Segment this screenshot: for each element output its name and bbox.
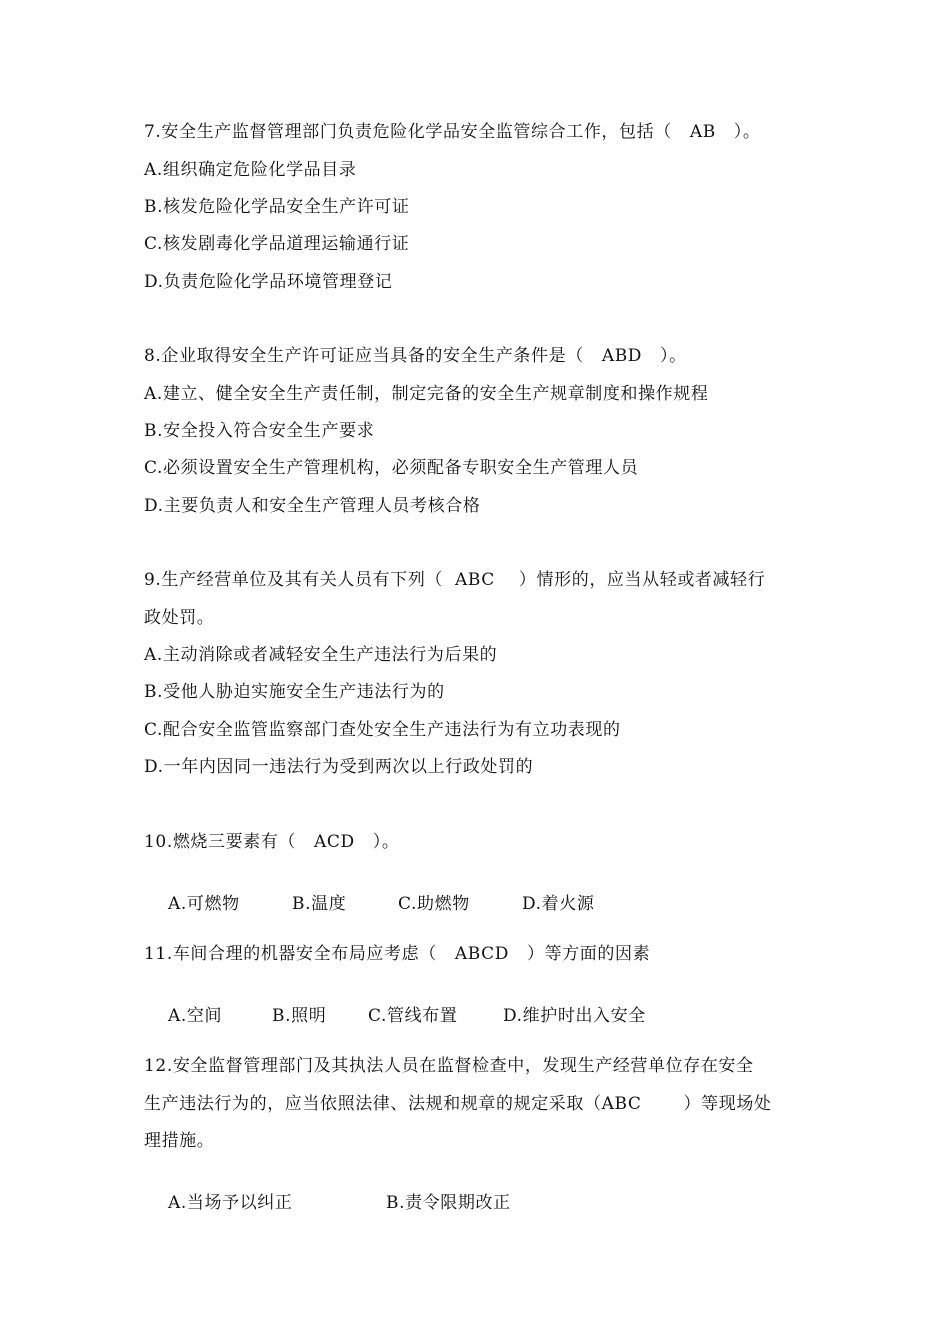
question-12-stem-line-1: 12.安全监督管理部门及其执法人员在监督检查中，发现生产经营单位存在安全: [144, 1056, 754, 1076]
question-7-option-c: C.核发剧毒化学品道理运输通行证: [144, 234, 410, 254]
question-9-option-c: C.配合安全监管监察部门查处安全生产违法行为有立功表现的: [144, 720, 621, 740]
question-10-option-a: A.可燃物: [168, 894, 240, 914]
question-10-option-d: D.着火源: [522, 894, 595, 914]
question-12-option-b: B.责令限期改正: [386, 1193, 511, 1213]
question-8-option-a: A.建立、健全安全生产责任制，制定完备的安全生产规章制度和操作规程: [144, 384, 709, 404]
question-8-stem: 8.企业取得安全生产许可证应当具备的安全生产条件是（ ABD ）。: [144, 346, 687, 366]
question-8-option-b: B.安全投入符合安全生产要求: [144, 421, 375, 441]
question-7-option-b: B.核发危险化学品安全生产许可证: [144, 197, 410, 217]
question-10-options: [144, 868, 594, 940]
question-7-option-d: D.负责危险化学品环境管理登记: [144, 272, 393, 292]
question-11-option-d: D.维护时出入安全: [503, 1006, 646, 1026]
question-9-option-b: B.受他人胁迫实施安全生产违法行为的: [144, 682, 445, 702]
question-9-option-a: A.主动消除或者减轻安全生产违法行为后果的: [144, 645, 498, 665]
question-10-stem: 10.燃烧三要素有（ ACD ）。: [144, 832, 400, 852]
question-8-option-d: D.主要负责人和安全生产管理人员考核合格: [144, 496, 481, 516]
question-11-stem: 11.车间合理的机器安全布局应考虑（ ABCD ）等方面的因素: [144, 944, 651, 964]
question-9-stem-line-2: 政处罚。: [144, 608, 215, 628]
question-12-options: [144, 1167, 511, 1239]
question-8-option-c: C.必须设置安全生产管理机构，必须配备专职安全生产管理人员: [144, 458, 639, 478]
question-12-option-a: A.当场予以纠正: [168, 1193, 293, 1213]
question-10-option-c: C.助燃物: [398, 894, 470, 914]
question-7-stem: 7.安全生产监督管理部门负责危险化学品安全监管综合工作，包括（ AB ）。: [144, 122, 761, 142]
question-12-stem-line-3: 理措施。: [144, 1131, 215, 1151]
question-12-stem-line-2: 生产违法行为的，应当依照法律、法规和规章的规定采取（ABC ）等现场处: [144, 1094, 772, 1114]
question-11-options: [144, 980, 646, 1052]
question-9-stem-line-1: 9.生产经营单位及其有关人员有下列（ ABC ）情形的，应当从轻或者减轻行: [144, 570, 766, 590]
question-11-option-b: B.照明: [272, 1006, 327, 1026]
question-11-option-c: C.管线布置: [368, 1006, 458, 1026]
question-7-option-a: A.组织确定危险化学品目录: [144, 160, 357, 180]
question-10-option-b: B.温度: [292, 894, 347, 914]
question-11-option-a: A.空间: [168, 1006, 223, 1026]
question-9-option-d: D.一年内因同一违法行为受到两次以上行政处罚的: [144, 757, 534, 777]
